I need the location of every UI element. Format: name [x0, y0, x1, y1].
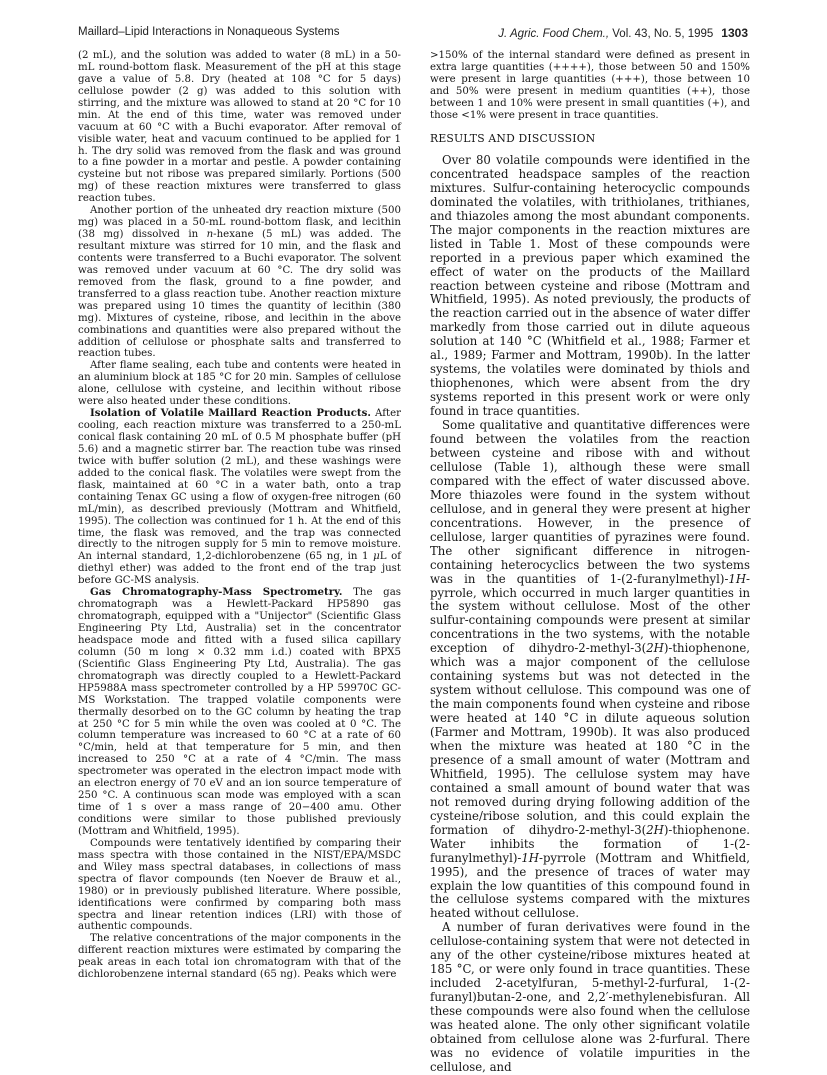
paragraph: Over 80 volatile compounds were identified in the concentrated headspace samples of the reaction mixtures. Sulfur-containing heterocyclic compounds dominated the volatiles, with trithiolanes, trithianes, and thiazoles among the most abundant components. The major components in the reaction mixtures are listed in Table 1. Most of these compounds were reported in a previous paper which examined the effect of water on the products of the Maillard reaction between cysteine and ribose (Mottram and Whitfield, 1995). As noted previously, the products of the reaction carried out in the absence of water differ markedly from those carried out in dilute aqueous solution at 140 °C (Whitfield et al., 1988; Farmer et al., 1989; Farmer and Mottram, 1990b). In the latter systems, the volatiles were dominated by thiols and thiophenones, which were absent from the dry systems reported in this present work or were only found in trace quantities. [430, 152, 750, 419]
paragraph: A number of furan derivatives were found in the cellulose-containing system that were not detected in any of the other cysteine/ribose mixtures heated at 185 °C, or were only found in trace quantities. These included 2-acetylfuran, 5-methyl-2-furfural, 1-(2-furanyl)butan-2-one, and 2,2′-methylenebisfuran. All these compounds were also found when the cellulose was heated alone. The only other significant volatile obtained from cellulose alone was 2-furfural. There was no evidence of volatile impurities in the cellulose, and [430, 920, 750, 1074]
paragraph: The relative concentrations of the major components in the different reaction mixtures were estimated by comparing the peak areas in each total ion chromatogram with that of the dichlorobenzene internal standard (65 ng). Peaks which were [78, 933, 401, 981]
section-heading: RESULTS AND DISCUSSION [430, 132, 596, 145]
journal-citation [498, 26, 748, 40]
paragraph [78, 205, 401, 360]
page-header [78, 26, 748, 42]
text-run: Another portion of the unheated dry reaction mixture (500 mg) was placed in a 50-mL round-bottom flask, and lecithin (38 mg) dissolved in [78, 205, 401, 241]
paragraph [78, 408, 401, 587]
right-column [430, 50, 750, 1074]
text-run: After cooling, each reaction mixture was transferred to a 250-mL conical flask containing 20 mL of 0.5 M phosphate buffer (pH 5.6) and a magnetic stirrer bar. The reaction tube was rinsed twice with buffer solution (2 mL), and these washings were added to the conical flask. The volatiles were swept from the flask, maintained at 60 °C in a water bath, onto a trap containing Tenax GC using a flow of oxygen-free nitrogen (60 mL/min), as described previously (Mottram and Whitfield, 1995). The collection was continued for 1 h. At the end of this time, the flask was removed, and the trap was connected directly to the nitrogen supply for 5 min to remove moisture. An internal standard, 1,2-dichlorobenzene (65 ng, in 1 [78, 408, 401, 563]
paragraph [78, 587, 401, 838]
page-number: 1303 [721, 26, 748, 40]
text-run: -pyrrole, which occurred in much larger quantities in the system without cellulose. Most of the other sulfur-containing compounds were present at similar concentrations in the two systems, with the notable exception of dihydro-2-methyl-3( [430, 571, 750, 656]
text-run: The gas chromatograph was a Hewlett-Packard HP5890 gas chromatograph, equipped with a "Unijector" (Scientific Glass Engineering Pty Ltd, Australia) set in the concentrator headspace mode and fitted with a fused silica capillary column (50 m long × 0.32 mm i.d.) coated with BPX5 (Scientific Glass Engineering Pty Ltd, Australia). The gas chromatograph was directly coupled to a Hewlett-Packard HP5988A mass spectrometer controlled by a HP 59970C GC-MS Workstation. The trapped volatile components were thermally desorbed on to the GC column by heating the trap at 250 °C for 5 min while the oven was cooled at 0 °C. The column temperature was increased to 60 °C at a rate of 60 °C/min, held at that temperature for 5 min, and then increased to 250 °C at a rate of 4 °C/min. The mass spectrometer was operated in the electron impact mode with an electron energy of 70 eV and an ion source temperature of 250 °C. A continuous scan mode was employed with a scan time of 1 s over a mass range of 20−400 amu. Other conditions were similar to those published previously (Mottram and Whitfield, 1995). [78, 587, 401, 837]
text-run: -pyrrole (Mottram and Whitfield, 1995), and the presence of traces of water may explain the low quantities of this compound found in the cellulose systems compared with the mixtures heated without cellulose. [430, 850, 750, 921]
italic-mu: μ [373, 551, 380, 563]
left-column [78, 50, 401, 1060]
journal-name: J. Agric. Food Chem., [498, 28, 610, 40]
text-run: )-thiophenone. Water inhibits the formation of 1-(2-furanylmethyl)- [430, 822, 750, 865]
paragraph: Compounds were tentatively identified by comparing their mass spectra with those contained in the NIST/EPA/MSDC and Wiley mass spectral databases, in collections of mass spectra of flavor compounds (ten Noever de Brauw et al., 1980) or in previously published literature. Where possible, identifications were confirmed by comparing both mass spectra and linear retention indices (LRI) with those of authentic compounds. [78, 837, 401, 933]
volume-issue: Vol. 43, No. 5, 1995 [609, 28, 714, 40]
italic-2h: 2H [646, 641, 664, 656]
italic-2h: 2H [646, 822, 664, 837]
italic-1h: 1H [521, 850, 539, 865]
text-run: -hexane (5 mL) was added. The resultant mixture was stirred for 10 min, and the flask and contents were transferred to a Buchi evaporator. The solvent was removed under vacuum at 60 °C. The dry solid was removed from the flask, ground to a fine powder, and transferred to a glass reaction tube. Another reaction mixture was prepared using 10 times the quantity of lecithin (380 mg). Mixtures of cysteine, ribose, and lecithin in the above combinations and quantities were also prepared without the addition of cellulose or phosphate salts and transferred to reaction tubes. [78, 229, 401, 360]
running-title: Maillard–Lipid Interactions in Nonaqueous Systems [78, 26, 340, 38]
text-run: Some qualitative and quantitative differences were found between the volatiles from the reaction between cysteine and ribose with and without cellulose (Table 1), although these were small compared with the effect of water discussed above. More thiazoles were found in the system without cellulose, and in general they were present at higher concentrations. However, in the presence of cellulose, larger quantities of pyrazines were found. The other significant difference in nitrogen-containing heterocyclics between the two systems was in the quantities of 1-(2-furanylmethyl)- [430, 418, 750, 586]
text-run: L of diethyl ether) was added to the front end of the trap just before GC-MS analysis. [78, 551, 401, 587]
italic-n: n [206, 229, 214, 241]
subsection-heading: Isolation of Volatile Maillard Reaction Products. [90, 407, 371, 420]
text-run: )-thiophenone, which was a major component of the cellulose containing systems but was not detected in the system without cellulose. This compound was one of the main components found when cysteine and ribose were heated at 140 °C in dilute aqueous solution (Farmer and Mottram, 1990b). It was also produced when the mixture was heated at 180 °C in the presence of a small amount of water (Mottram and Whitfield, 1995). The cellulose system may have contained a small amount of bound water that was not removed during drying following addition of the cysteine/ribose solution, and this could explain the formation of dihydro-2-methyl-3( [430, 641, 750, 837]
paragraph: >150% of the internal standard were defined as present in extra large quantities (++++), those between 50 and 150% were present in large quantities (+++), those between 10 and 50% were present in medium quantities (++), those between 1 and 10% were present in small quantities (+), and those <1% were present in trace quantities. [430, 50, 750, 121]
paragraph: After flame sealing, each tube and contents were heated in an aluminium block at 185 °C for 20 min. Samples of cellulose alone, cellulose with cysteine, and lecithin without ribose were also heated under these conditions. [78, 360, 401, 408]
paragraph: (2 mL), and the solution was added to water (8 mL) in a 50-mL round-bottom flask. Measurement of the pH at this stage gave a value of 5.8. Dry (heated at 108 °C for 5 days) cellulose powder (2 g) was added to this solution with stirring, and the mixture was allowed to stand at 20 °C for 10 min. At the end of this time, water was removed under vacuum at 60 °C with a Buchi evaporator. After removal of visible water, heat and vacuum continued to be applied for 1 h. The dry solid was removed from the flask and was ground to a fine powder in a mortar and pestle. A powder containing cysteine but not ribose was prepared similarly. Portions (500 mg) of these reaction mixtures were transferred to glass reaction tubes. [78, 50, 401, 205]
italic-1h: 1H [728, 571, 747, 586]
subsection-heading: Gas Chromatography-Mass Spectrometry. [90, 586, 343, 599]
paragraph [430, 419, 750, 921]
